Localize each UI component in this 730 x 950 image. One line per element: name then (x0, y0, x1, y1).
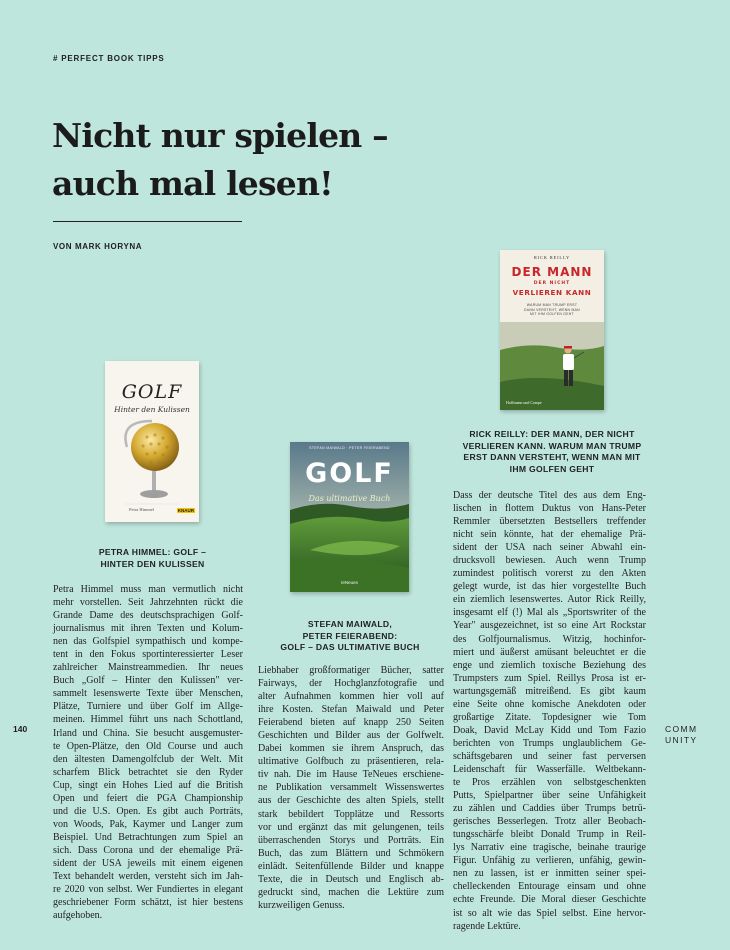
text-line: zahlreicher Mainstreammedien. Ihr neues (53, 662, 243, 674)
text-line: und die U.S. Open. Es gibt auch Porträts, (53, 805, 243, 817)
text-line: den ältesten Damengolfclub der Welt. Mit (53, 753, 243, 765)
text-line: chelleckenden Entourage einsam und ohne (453, 881, 646, 893)
text-line: nen zu lassen, ist er inmitten seiner spei- (453, 868, 646, 880)
caption-reilly (452, 429, 652, 475)
text-line: Fairways, der Hochglanzfotografie und (258, 678, 444, 690)
text-line: Dabei kommen sie ihrem Anspruch, das (258, 743, 444, 755)
cover-title-3: VERLIEREN KANN (512, 288, 592, 297)
headline (52, 112, 472, 208)
text-line: tiv nah. Die im Hause TeNeues erschiene- (258, 769, 444, 781)
cover-title-2: DER NICHT (533, 281, 571, 286)
text-line: lischen in flottem Duktus von Hans-Peter (453, 503, 646, 515)
text-line: Feierabend bieten auf knapp 250 Seiten (258, 717, 444, 729)
caption-line: RICK REILLY: DER MANN, DER NICHT (469, 429, 635, 439)
publisher-logo: KNAUR (177, 508, 194, 513)
text-line: Grande Dame des deutschsprachigen Golf- (53, 610, 243, 622)
text-line: gerisches Besserlegen. Trotz aller Beobach- (453, 816, 646, 828)
text-line: gedruckt sind, machen die Lektüre zum (258, 886, 444, 898)
text-line: Putts, Spielpartner über seine Unfähigkeit (453, 790, 646, 802)
caption-maiwald (260, 619, 440, 654)
text-line: Figur. Unfähig zu verlieren, unfähig, gewin- (453, 855, 646, 867)
caption-line: ERST DANN VERSTEHT, WENN MAN MIT (463, 452, 641, 462)
tagline-line: DANN VERSTEHT, WENN MAN (524, 307, 580, 312)
cover-subtitle: Hinter den Kulissen (114, 405, 190, 414)
text-line: ne Publikation versammelt Wissenswertes (258, 782, 444, 794)
section-label-line: UNITY (665, 735, 698, 745)
section-label-line: COMM (665, 724, 698, 734)
text-line: Cup, singt ein Hohes Lied auf die British (53, 779, 243, 791)
cover-title: GOLF (121, 381, 183, 403)
headline-line-2: auch mal lesen! (52, 164, 333, 203)
text-line: zu zählen und Caddies über Trumps betrü- (453, 803, 646, 815)
byline: VON MARK HORYNA (53, 242, 143, 251)
text-line: Dass der deutsche Titel des aus dem Eng- (453, 490, 646, 501)
text-line: sident der USA nach seiner Abwahl ein- (453, 542, 646, 554)
text-line: mehr vorstellen. Seit Jahrzehnten rückt die (53, 597, 243, 609)
text-line: schäftsgebaren und seiner fast perversen (453, 750, 646, 762)
text-line: aufgehoben. (53, 910, 103, 922)
text-line: te Pros erzählen von selbstgeschenkten (453, 777, 646, 789)
text-line: tent in den Fokus sportinteressierter Leser (53, 649, 243, 661)
text-line: Year" ausgezeichnet, ist so eine Art Rockstar (453, 620, 646, 632)
text-line: Doak, David McLay Kidd und Tom Fazio (453, 724, 646, 736)
cover-title: GOLF (305, 458, 394, 489)
caption-line: PETER FEIERABEND: (302, 630, 398, 641)
text-line: Text behandelt werden, versteht sich im Jah- (53, 871, 243, 883)
text-line: Open und feiert die PGA Championship (53, 792, 243, 804)
cover-author: RICK REILLY (533, 255, 571, 260)
text-line: sich. Dass Corona und der ehemalige Prä- (53, 844, 243, 856)
text-line: Texte, die in Deutsch und Englisch ab- (258, 873, 444, 885)
text-line: überraschenden Storys und Porträts. Ein (258, 834, 444, 846)
text-line: zumindest politisch vorerst zu den Akten (453, 568, 646, 580)
text-line: Buch „Golf – Hinter den Kulissen" ver- (53, 675, 243, 687)
text-line: geschriebener Form schätzt, ist hier bestens (53, 897, 243, 909)
text-line: einlädt. Seitenfüllende Bilder und knappe (258, 860, 444, 872)
text-line: Leidenschaft für Wasserfälle. Weltbekann- (453, 763, 646, 775)
caption-himmel (70, 547, 235, 570)
headline-rule (53, 221, 242, 222)
text-line: aus der Geschichte des alten Spiels, stellt (258, 795, 444, 807)
cover-authors: STEFAN MAIWALD · PETER FEIERABEND (309, 446, 390, 450)
cover-publisher: teNeues (341, 580, 358, 585)
review-maiwald (258, 664, 444, 912)
text-line: kurzweiligen Genuss. (258, 899, 345, 911)
cover-tagline (500, 303, 604, 317)
text-line: großartige Zitate. Topdesigner wie Tom (453, 711, 646, 723)
section-label (665, 724, 698, 746)
text-line: von Woods, Pak, Kaymer und Langer zum (53, 818, 243, 830)
cover-author: Petra Himmel (129, 507, 155, 512)
cover-subtitle: Das ultimative Buch (308, 494, 391, 503)
text-line: gelegt wurde, ist das hier vorgestellte Buch (453, 581, 646, 593)
caption-line: STEFAN MAIWALD, (307, 619, 393, 629)
text-line: te Open-Plätze, den Old Course und auch (53, 740, 243, 752)
text-line: journalismus mit ihren Texten und Kolum- (53, 623, 243, 635)
text-line: re 2020 von selbst. Wer Fundiertes in elegant (53, 884, 243, 896)
text-line: Plätze, Turniere und über Golf im Allge- (53, 701, 243, 713)
text-line: alter Aufnahmen kommen hier voll auf (258, 691, 444, 703)
cover-publisher: Hoffmann und Campe (506, 400, 542, 405)
caption-line: PETRA HIMMEL: GOLF – (98, 547, 207, 557)
text-line: nen das Golfspiel sympathisch und kompe- (53, 636, 243, 648)
golfer-photo-icon (500, 322, 604, 410)
text-line: ein ziemlich lesenswertes. Autor Rick Reilly, (453, 594, 646, 606)
tagline-line: MIT IHM GOLFEN GEHT (530, 312, 574, 316)
text-line: sident der USA jeweils mit einem eigenen (53, 857, 243, 869)
text-line: Buch, das zum Blättern und Schmökern (258, 847, 444, 859)
text-line: lys Narrativ eine tragische, beinahe traurige (453, 842, 646, 854)
book-cover-himmel (105, 361, 199, 522)
text-line: Irland und China. Sie besucht ausgemuster- (53, 727, 243, 739)
text-line: meinen. Himmel führt uns nach Schottland, (53, 714, 243, 726)
caption-line: VERLIEREN KANN. WARUM MAN TRUMP (462, 440, 642, 451)
text-line: wartungsgemäß mitreißend. Es gibt kaum (453, 685, 646, 697)
text-line: Liebhaber großformatiger Bücher, satter (258, 665, 444, 676)
text-line: tungsschärfe bleibt Donald Trump in Reil- (453, 829, 646, 841)
text-line: ragende Lektüre. (453, 920, 521, 932)
golden-golfball-trophy-icon (105, 361, 199, 522)
text-line: insgesamt elf (!) Mal als „Sportswriter of the (453, 607, 646, 619)
cover-title-1: DER MANN (511, 265, 593, 279)
text-line: sammelt lesenswerte Texte über Menschen, (53, 688, 243, 700)
text-line: Beispiel. Und Betrachtungen zum Spiel an (53, 831, 243, 843)
text-line: des Golfjournalismus. Witzig, hochinfor- (453, 633, 646, 645)
text-line: eine Seite ohne komische Anekdoten oder (453, 698, 646, 710)
tagline-line: WARUM MAN TRUMP ERST (526, 303, 578, 307)
text-line: ultimative Golfbuch zu präsentieren, rela- (258, 756, 444, 768)
book-cover-maiwald (290, 442, 409, 592)
page-number: 140 (13, 724, 28, 734)
section-tag: # PERFECT BOOK TIPPS (53, 54, 165, 63)
text-line: ist so alt wie das Spiel selbst. Eine hervor- (453, 907, 646, 919)
text-line: ihre Kosten. Stefan Maiwald und Peter (258, 704, 444, 716)
text-line: Remmler übersetzten Bestsellers treffender (453, 516, 646, 528)
text-line: echte Freunde. Die Moral dieser Geschichte (453, 894, 646, 906)
text-line: enge und ziemlich toxische Beziehung des (453, 659, 646, 671)
text-line: drucksvoll bewiesen. Auch wenn Trump (453, 555, 646, 567)
review-reilly (453, 489, 646, 933)
headline-line-1: Nicht nur spielen – (52, 116, 388, 155)
book-cover-reilly (500, 250, 604, 410)
review-himmel (53, 583, 243, 922)
text-line: stark bebildert Topplätze und Ressorts (258, 808, 444, 820)
caption-line: HINTER DEN KULISSEN (100, 558, 205, 569)
text-line: scharfem Blick betrachtet sie den Ryder (53, 766, 243, 778)
text-line: Geschichten und Bilder aus der Golfwelt. (258, 730, 444, 742)
caption-line: IHM GOLFEN GEHT (509, 463, 595, 474)
text-line: Trumpsters zum Spiel. Reillys Prosa ist er- (453, 672, 646, 684)
text-line: miert und äußerst amüsant beleuchtet er die (453, 646, 646, 658)
text-line: nicht sein könnte, hat der ehemalige Prä- (453, 529, 646, 541)
caption-line: GOLF – DAS ULTIMATIVE BUCH (280, 642, 420, 652)
text-line: vor und ergänzt das mit gelungenen, teils (258, 821, 444, 833)
text-line: berichten von Trumps unglaublichem Ge- (453, 737, 646, 749)
text-line: Petra Himmel muss man vermutlich nicht (53, 584, 243, 595)
